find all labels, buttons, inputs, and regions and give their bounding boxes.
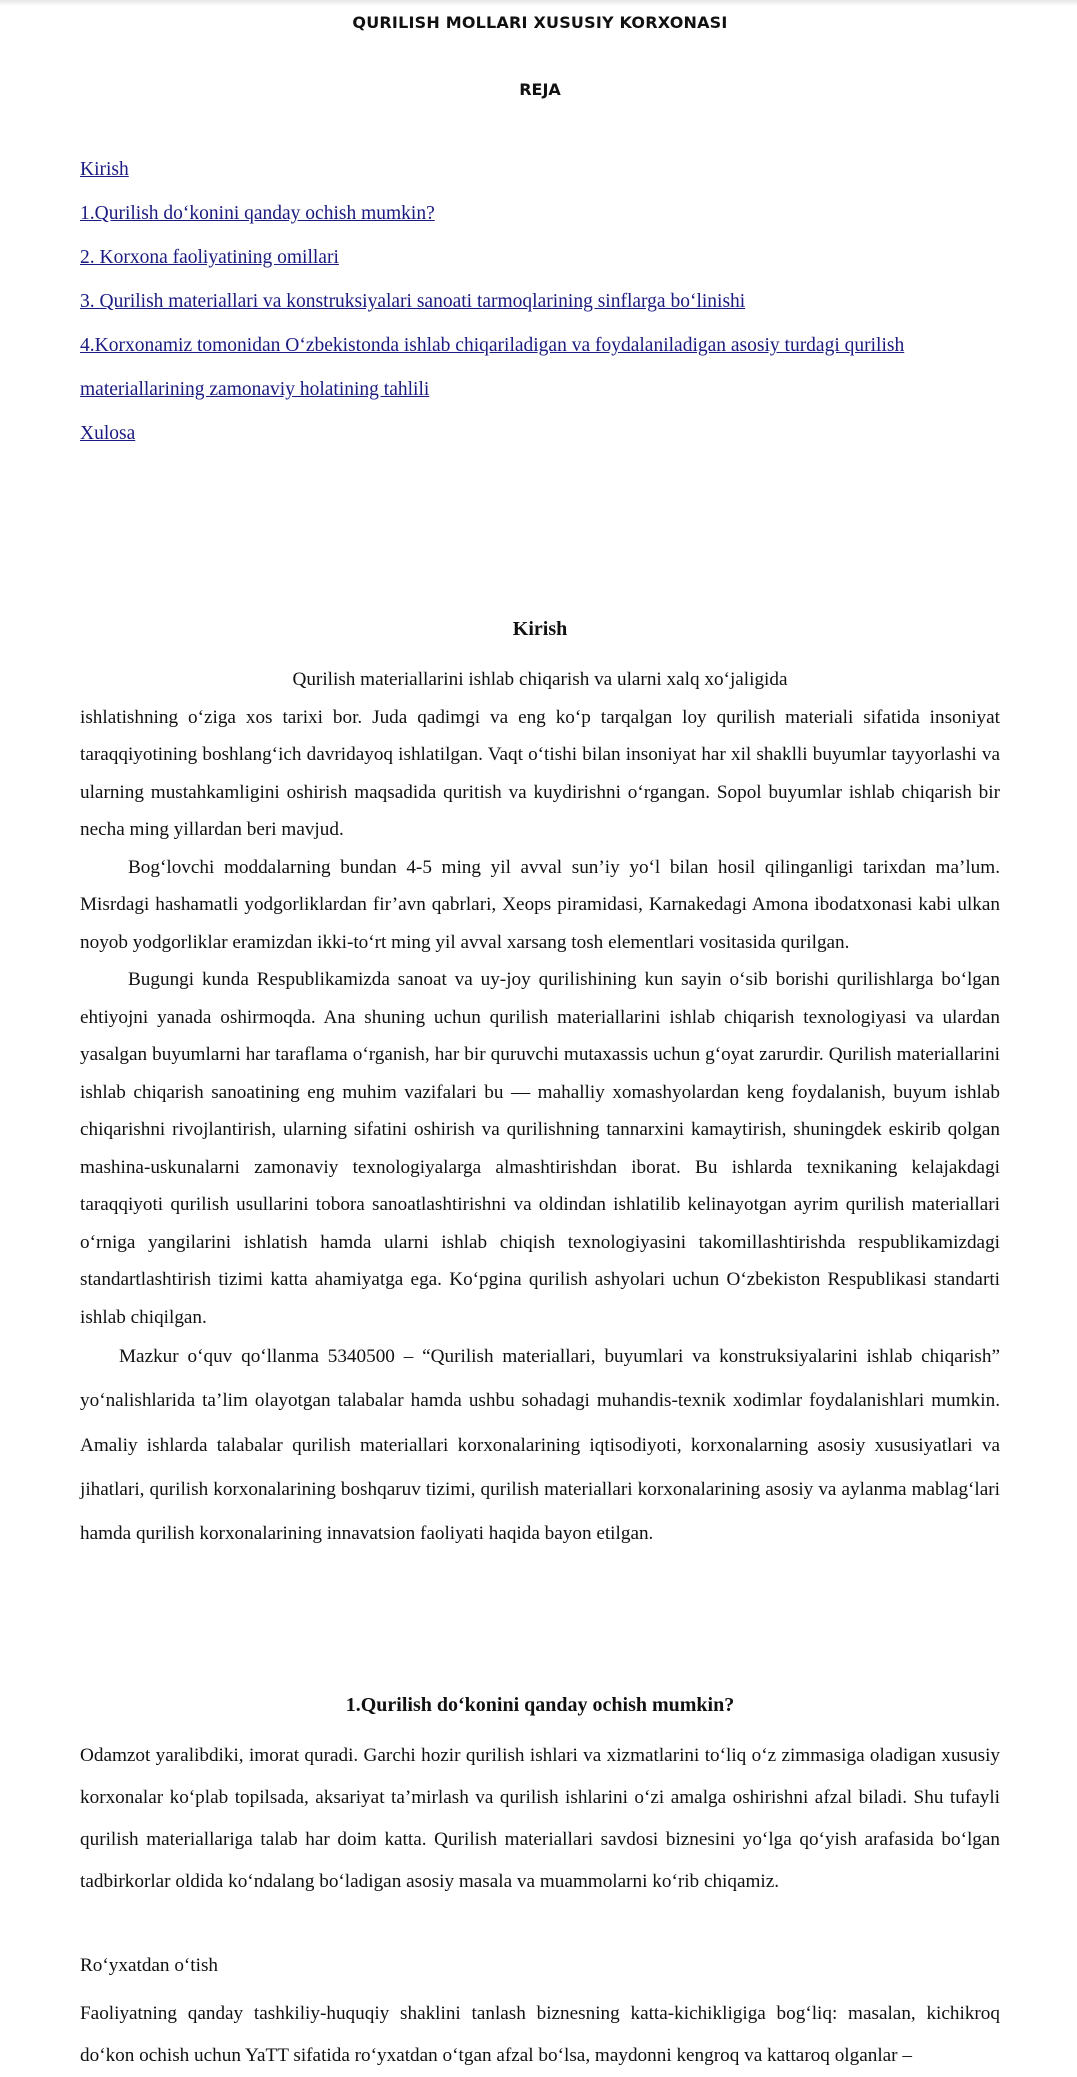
- intro-heading: Kirish: [512, 618, 568, 640]
- toc-link-section-1[interactable]: 1.Qurilish do‘konini qanday ochish mumkin?: [80, 203, 435, 224]
- intro-paragraph-2: Bog‘lovchi moddalarning bundan 4-5 ming yil avval sun’iy yo‘l bilan hosil qilinganligi tarixdan ma’lum. Misrdagi hashamatli yodgorliklardan fir’avn qabrlari, Xeops piramidasi, Karnakedagi Amona ibodatxonasi kabi ulkan noyob yodgorliklar eramizdan ikki-to‘rt ming yil avval xarsang tosh elementlari vositasida qurilgan.: [80, 856, 1000, 953]
- intro-first-line: Qurilish materiallarini ishlab chiqarish va ularni xalq xo‘jaligida: [292, 669, 788, 690]
- plan-title: REJA: [519, 80, 561, 99]
- section-1-paragraph-1: Odamzot yaralibdiki, imorat quradi. Garchi hozir qurilish ishlari va xizmatlarini to‘liq o‘z zimmasiga oladigan xususiy korxonalar ko‘plab topilsada, aksariyat ta’mirlash va qurilish ishlarini o‘zi amalga oshirishni afzal biladi. Shu tufayli qurilish materiallariga talab har doim katta. Qurilish materiallari savdosi biznesini yo‘lga qo‘yish arafasida bo‘lgan tadbirkorlar oldida ko‘ndalang bo‘ladigan asosiy masala va muammolarni ko‘rib chiqamiz.: [80, 1745, 1000, 1892]
- intro-section: [80, 661, 1000, 1336]
- intro-paragraph-3: Bugungi kunda Respublikamizda sanoat va uy-joy qurilishining kun sayin o‘sib borishi qurilishlarga bo‘lgan ehtiyojni yanada oshirmoqda. Ana shuning uchun qurilish materiallarini ishlab chiqarish texnologiyasi va ulardan yasalgan buyumlarni har taraflama o‘rganish, har bir quruvchi mutaxassis uchun g‘oyat zarurdir. Qurilish materiallarini ishlab chiqarish sanoatining eng muhim vazifalari bu — mahalliy xomashyolardan keng foydalanish, buyum ishlab chiqarishni rivojlantirish, ularning sifatini oshirish va qurilishning tannarxini kamaytirish, shuningdek eskirib qolgan mashina-uskunalarni zamonaviy texnologiyalarga almashtirishdan iborat. Bu ishlarda texnikaning kelajakdagi taraqqiyoti qurilish usullarini tobora sanoatlashtirishni va oldindan ishlatilib kelinayotgan ayrim qurilish materiallari o‘rniga yangilarini ishlatish hamda ularni ishlab chiqish texnologiyasini takomillashtirishda respublikamizdagi standartlashtirish tizimi katta ahamiyatga ega. Ko‘pgina qurilish ashyolari uchun O‘zbekiston Respublikasi standarti ishlab chiqilgan.: [80, 969, 1000, 1328]
- section-1-body: [80, 1735, 1000, 1903]
- company-title: QURILISH MOLLARI XUSUSIY KORXONASI: [352, 13, 728, 32]
- toc-link-section-3[interactable]: 3. Qurilish materiallari va konstruksiyalari sanoati tarmoqlarining sinflarga bo‘linishi: [80, 291, 746, 312]
- toc-link-section-2[interactable]: 2. Korxona faoliyatining omillari: [80, 247, 339, 268]
- section-1-paragraph-2: Faoliyatning qanday tashkiliy-huquqiy shaklini tanlash biznesning katta-kichikligiga bog‘liq: masalan, kichikroq do‘kon ochish uchun YaTT sifatida ro‘yxatdan o‘tgan afzal bo‘lsa, maydonni kengroq va kattaroq olganlar –: [80, 2003, 1000, 2066]
- section-1-subheading: Ro‘yxatdan o‘tish: [80, 1955, 219, 1976]
- toc-link-section-4[interactable]: 4.Korxonamiz tomonidan O‘zbekistonda ishlab chiqariladigan va foydalaniladigan asosiy turdagi qurilish materiallarining zamonaviy holatining tahlili: [80, 335, 905, 400]
- intro-paragraph-4: Mazkur o‘quv qo‘llanma 5340500 – “Qurilish materiallari, buyumlari va konstruksiyalarini ishlab chiqarish” yo‘nalishlarida ta’lim olayotgan talabalar hamda ushbu sohadagi muhandis-texnik xodimlar foydalanishlari mumkin. Amaliy ishlarda talabalar qurilish materiallari korxonalarining iqtisodiyoti, korxonalarning asosiy xususiyatlari va jihatlari, qurilish korxonalarining boshqaruv tizimi, qurilish materiallari korxonalarining asosiy va aylanma mablag‘lari hamda qurilish korxonalarining innavatsion faoliyati haqida bayon etilgan.: [80, 1346, 1000, 1545]
- table-of-contents: [80, 148, 1000, 456]
- section-1-heading: 1.Qurilish do‘konini qanday ochish mumkin?: [345, 1694, 735, 1716]
- top-shadow: [0, 0, 1077, 6]
- toc-link-kirish[interactable]: Kirish: [80, 159, 129, 180]
- intro-paragraph-4-block: [80, 1335, 1000, 1556]
- intro-paragraph-1: ishlatishning o‘ziga xos tarixi bor. Juda qadimgi va eng ko‘p tarqalgan loy qurilish materiali sifatida insoniyat taraqqiyotining boshlang‘ich davridayoq ishlatilgan. Vaqt o‘tishi bilan insoniyat har xil shaklli buyumlar tayyorlashi va ularning mustahkamligini oshirish maqsadida quritish va kuydirishni o‘rgangan. Sopol buyumlar ishlab chiqarish bir necha ming yillardan beri mavjud.: [80, 706, 1000, 840]
- toc-link-xulosa[interactable]: Xulosa: [80, 423, 136, 444]
